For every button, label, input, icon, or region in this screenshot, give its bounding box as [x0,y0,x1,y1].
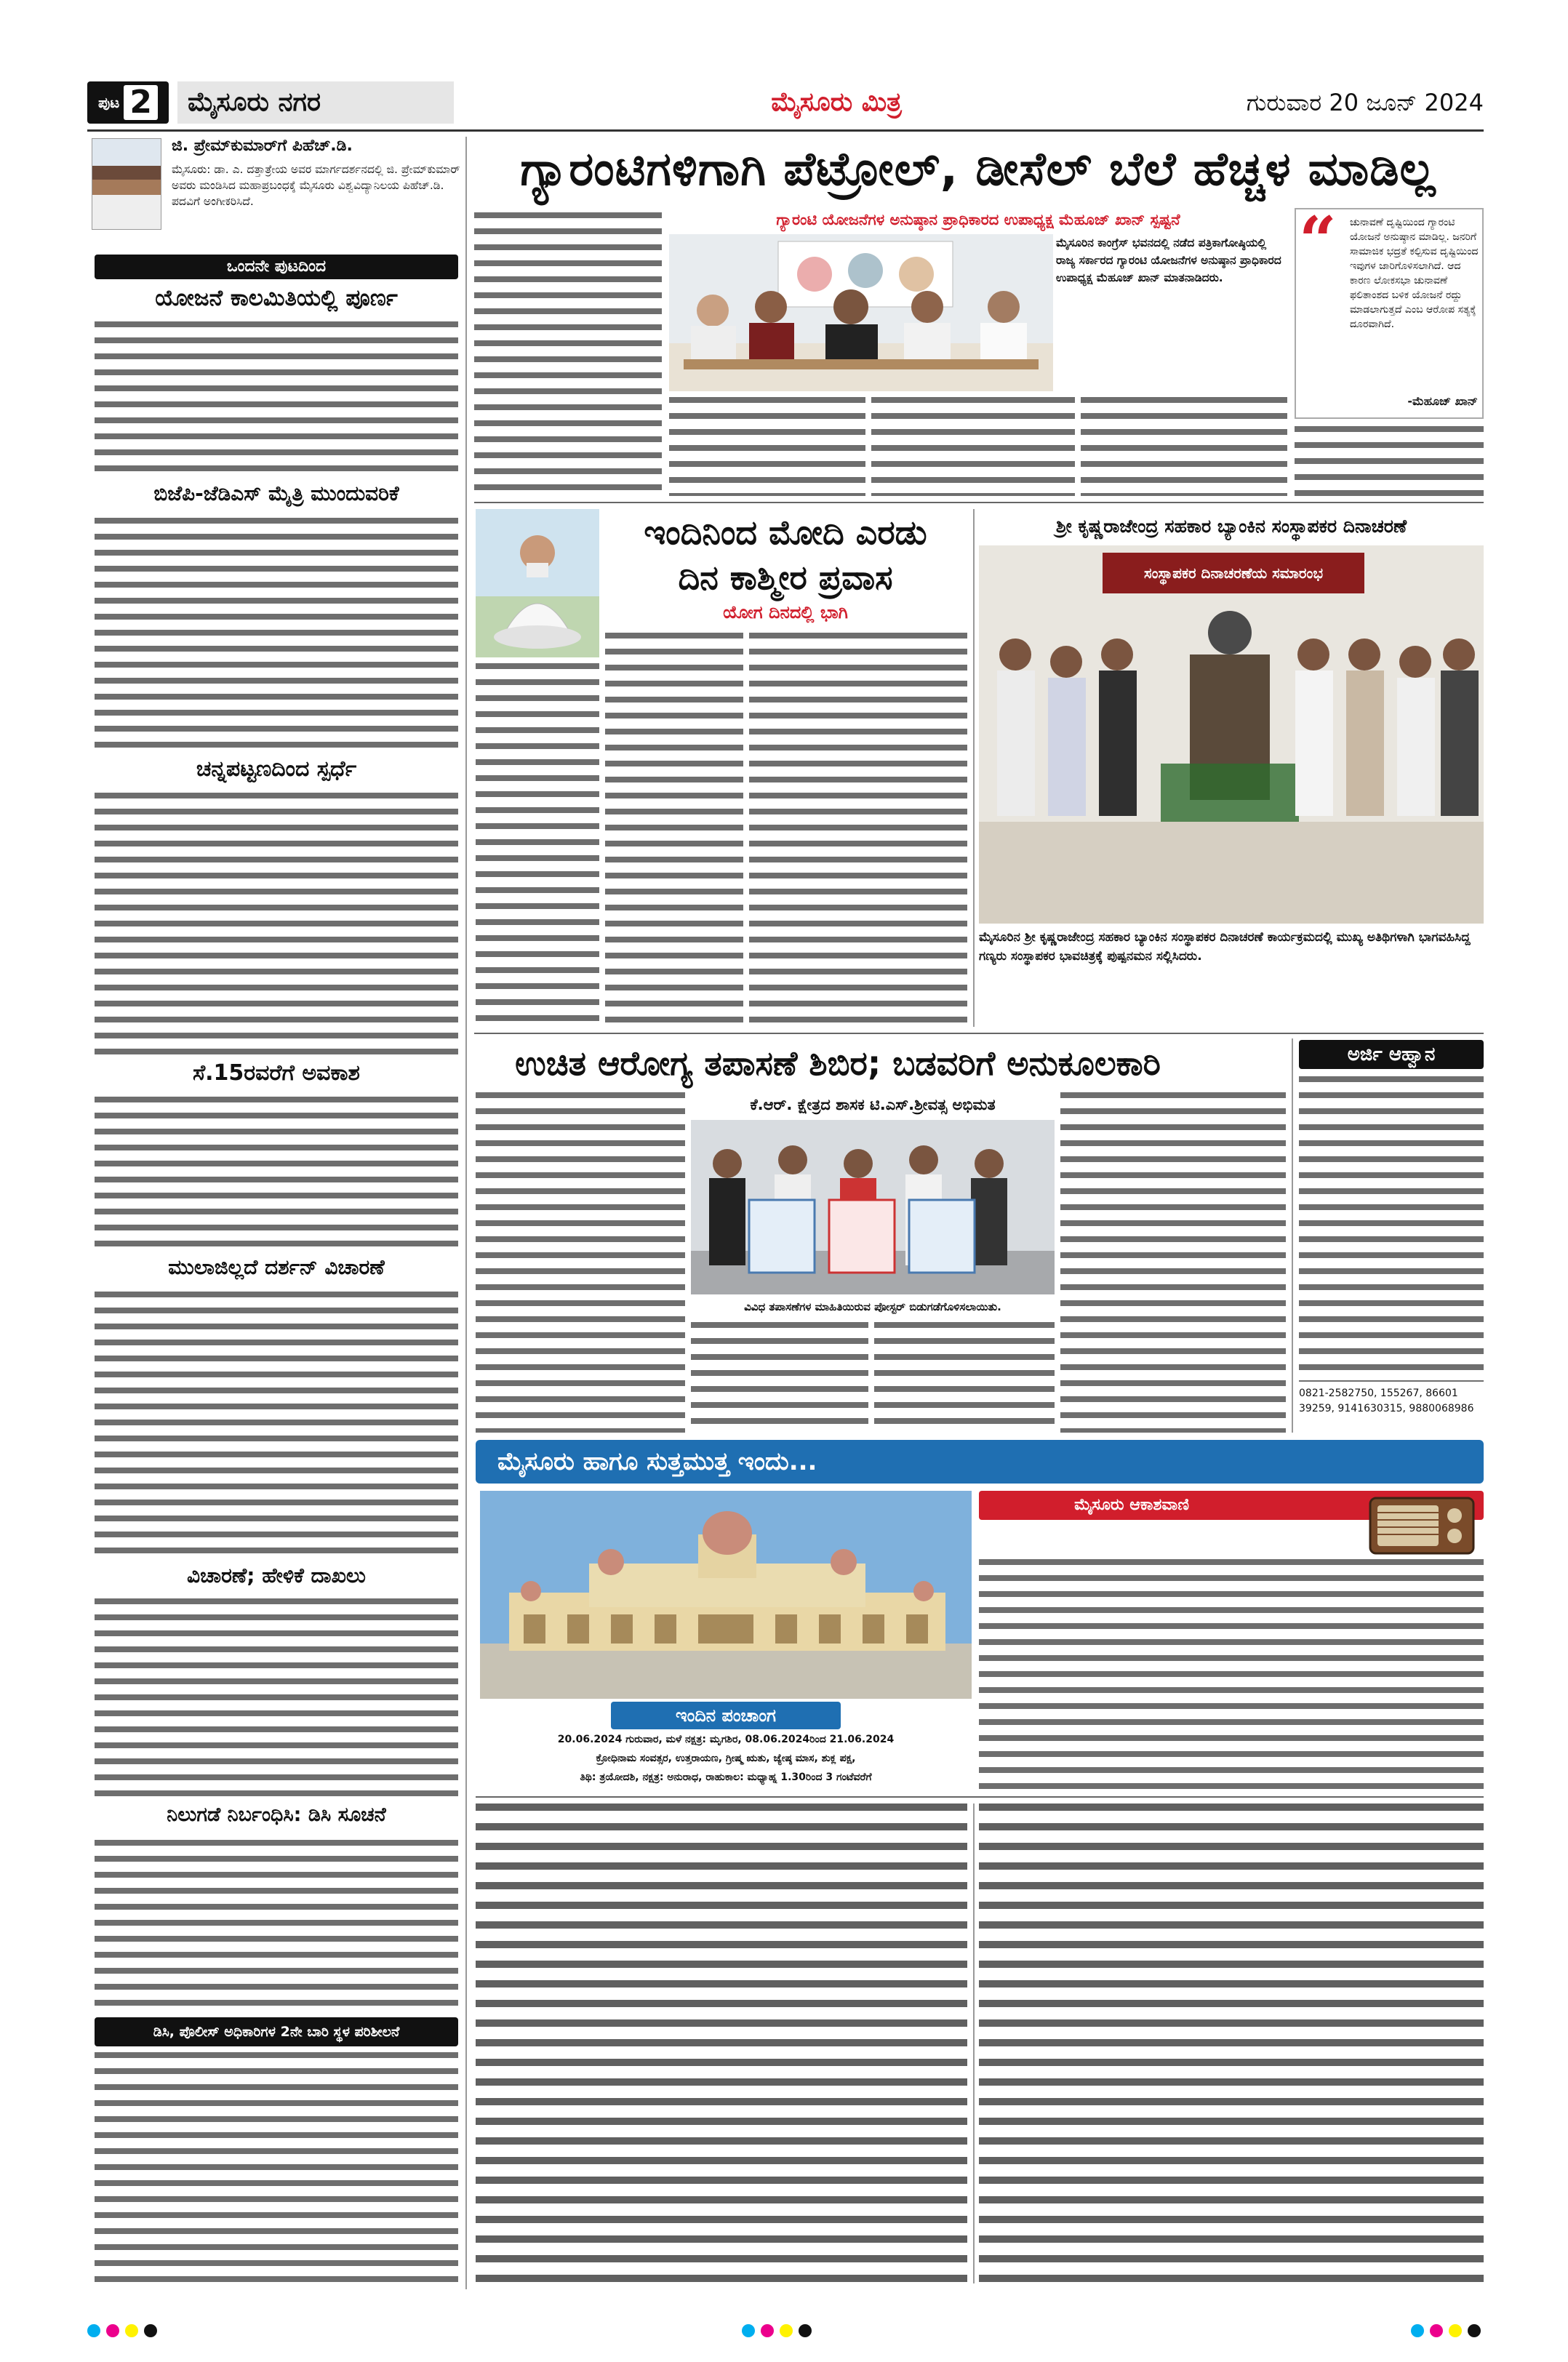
page-tag-label: ಪುಟ [98,94,120,111]
color-dot-yellow-mid [780,2324,793,2337]
radio-title: ಮೈಸೂರು ಆಕಾಶವಾಣಿ [1074,1496,1189,1514]
quote-author: -ಮೆಹೂಜ್ ಖಾನ್ [1407,394,1478,408]
story-2-headline: ಬಿಜೆಪಿ-ಜೆಡಿಎಸ್ ಮೈತ್ರಿ ಮುಂದುವರಿಕೆ [153,481,399,505]
color-dot-black-mid [799,2324,812,2337]
health-photo-caption: ವಿವಿಧ ತಪಾಸಣೆಗಳ ಮಾಹಿತಿಯಿರುವ ಪೋಸ್ಟರ್ ಬಿಡುಗಡೆಗೊಳಿಸಲಾಯಿತು. [744,1300,1001,1313]
premkumar-portrait [92,138,161,230]
health-subhead: ಕೆ.ಆರ್. ಕ್ಷೇತ್ರದ ಶಾಸಕ ಟಿ.ಎಸ್.ಶ್ರೀವತ್ಸ ಅಭಿಮತ [750,1096,996,1113]
bank-headline: ಶ್ರೀ ಕೃಷ್ಣರಾಜೇಂದ್ರ ಸಹಕಾರ ಬ್ಯಾಂಕಿನ ಸಂಸ್ಥಾಪಕರ ದಿನಾಚರಣೆ [1055,516,1407,537]
modi-kicker: ಯೋಗ ದಿನದಲ್ಲಿ ಭಾಗಿ [723,602,848,622]
quote-text: ಚುನಾವಣೆ ದೃಷ್ಟಿಯಿಂದ ಗ್ಯಾರಂಟಿ ಯೋಜನೆ ಅನುಷ್ಠಾನ ಮಾಡಿಲ್ಲ. ಜನರಿಗೆ ಸಾಮಾಜಿಕ ಭದ್ರತೆ ಕಲ್ಪಿಸುವ ದೃಷ್ಟಿಯಿಂದ ಇವುಗಳ ಜಾರಿಗೊಳಿಸಲಾಗಿದೆ. ಆದ ಕಾರಣ ಲೋಕಸಭಾ ಚುನಾವಣೆ ಫಲಿತಾಂಶದ ಬಳಿಕ ಯೋಜನೆ ರದ್ದು ಮಾಡಲಾಗುತ್ತದೆ ಎಂಬ ಆರೋಪ ಸತ್ಯಕ್ಕೆ ದೂರವಾಗಿದೆ. [1350,217,1479,330]
lead-headline: ಗ್ಯಾರಂಟಿಗಳಿಗಾಗಿ ಪೆಟ್ರೋಲ್, ಡೀಸೆಲ್ ಬೆಲೆ ಹೆಚ್ಚಳ ಮಾಡಿಲ್ಲ [520,143,1436,196]
mysore-palace-photo [480,1491,972,1699]
modi-yoga-photo [476,509,599,657]
lead-subhead: ಗ್ಯಾರಂಟಿ ಯೋಜನೆಗಳ ಅನುಷ್ಠಾನ ಪ್ರಾಧಿಕಾರದ ಉಪಾಧ್ಯಕ್ಷ ಮೆಹೂಜ್ ಖಾನ್ ಸ್ಪಷ್ಟನೆ [776,211,1180,228]
quote-mark-icon: “ [1299,202,1337,279]
color-dot-black-right [1468,2324,1481,2337]
panchanga-line-3: ತಿಥಿ: ತ್ರಯೋದಶಿ, ನಕ್ಷತ್ರ: ಅನುರಾಧ, ರಾಹುಕಾಲ: ಮಧ್ಯಾಹ್ನ 1.30ರಿಂದ 3 ಗಂಟೆವರೆಗೆ [580,1772,872,1783]
section-name: ಮೈಸೂರು ನಗರ [177,81,454,124]
story-1-headline: ಯೋಜನೆ ಕಾಲಮಿತಿಯಲ್ಲಿ ಪೂರ್ಣ [155,285,398,311]
panchanga-line-2: ಕ್ರೋಧಿನಾಮ ಸಂವತ್ಸರ, ಉತ್ತರಾಯಣ, ಗ್ರೀಷ್ಮ ಋತು, ಜ್ಯೇಷ್ಠ ಮಾಸ, ಶುಕ್ಲ ಪಕ್ಷ, [596,1753,856,1764]
issue-date: ಗುರುವಾರ 20 ಜೂನ್ 2024 [1246,89,1484,116]
color-dot-cyan-left [87,2324,100,2337]
paper-name: ಮೈಸೂರು ಮಿತ್ರ [771,87,902,117]
today-banner [476,1440,1484,1484]
phd-text: ಮೈಸೂರು: ಡಾ. ಎ. ದತ್ತಾತ್ರೇಯ ಅವರ ಮಾರ್ಗದರ್ಶನದಲ್ಲಿ ಜಿ. ಪ್ರೇಮ್‌ಕುಮಾರ್ ಅವರು ಮಂಡಿಸಿದ ಮಹಾಪ್ರಬಂಧಕ್ಕೆ ಮೈಸೂರು ವಿಶ್ವವಿದ್ಯಾನಿಲಯ ಪಿಹೆಚ್.ಡಿ. ಪದವಿಗೆ ಅಂಗೀಕರಿಸಿದೆ. [172,163,460,208]
radio-icon [1367,1491,1476,1556]
health-headline: ಉಚಿತ ಆರೋಗ್ಯ ತಪಾಸಣೆ ಶಿಬಿರ; ಬಡವರಿಗೆ ಅನುಕೂಲಕಾರಿ [515,1044,1161,1083]
story-5-headline: ಮುಲಾಜಿಲ್ಲದೆ ದರ್ಶನ್ ವಿಚಾರಣೆ [168,1255,385,1279]
phd-headline: ಜಿ. ಪ್ರೇಮ್‌ಕುಮಾರ್‌ಗೆ ಪಿಹೆಚ್.ಡಿ. [172,137,353,155]
modi-headline-2: ದಿನ ಕಾಶ್ಮೀರ ಪ್ರವಾಸ [678,558,893,597]
panchanga-title: ಇಂದಿನ ಪಂಚಾಂಗ [611,1702,841,1729]
today-banner-text: ಮೈಸೂರು ಹಾಗೂ ಸುತ್ತಮುತ್ತ ಇಂದು... [497,1447,817,1476]
application-contact: 0821-2582750, 155267, 86601 39259, 9141630315, 9880068986 [1299,1388,1474,1414]
color-dot-magenta-mid [761,2324,774,2337]
color-dot-cyan-mid [742,2324,755,2337]
health-poster-photo [691,1120,1055,1294]
panchanga-line-1: 20.06.2024 ಗುರುವಾರ, ಮಳೆ ನಕ್ಷತ್ರ: ಮೃಗಶಿರ, 08.06.2024ರಿಂದ 21.06.2024 [557,1734,895,1745]
color-dot-magenta-right [1430,2324,1443,2337]
quote-box [1295,202,1484,419]
bank-event-photo [979,545,1484,924]
story-6-headline: ವಿಚಾರಣೆ; ಹೇಳಿಕೆ ದಾಖಲು [187,1564,366,1588]
color-dot-cyan-right [1411,2324,1424,2337]
page-number: 2 [124,85,158,120]
story-8-headline: ಡಿಸಿ, ಪೊಲೀಸ್ ಅಧಿಕಾರಿಗಳ 2ನೇ ಬಾರಿ ಸ್ಥಳ ಪರಿಶೀಲನೆ [95,2017,458,2046]
application-headline: ಅರ್ಜಿ ಆಹ್ವಾನ [1299,1040,1484,1069]
color-dot-magenta-left [106,2324,119,2337]
color-dot-yellow-right [1449,2324,1462,2337]
bank-caption: ಮೈಸೂರಿನ ಶ್ರೀ ಕೃಷ್ಣರಾಜೇಂದ್ರ ಸಹಕಾರ ಬ್ಯಾಂಕಿನ ಸಂಸ್ಥಾಪಕರ ದಿನಾಚರಣೆ ಕಾರ್ಯಕ್ರಮದಲ್ಲಿ ಮುಖ್ಯ ಅತಿಥಿಗಳಾಗಿ ಭಾಗವಹಿಸಿದ್ದ ಗಣ್ಯರು ಸಂಸ್ಥಾಪಕರ ಭಾವಚಿತ್ರಕ್ಕೆ ಪುಷ್ಪನಮನ ಸಲ್ಲಿಸಿದರು. [979,930,1471,964]
continued-label: ಒಂದನೇ ಪುಟದಿಂದ [95,255,458,279]
story-3-headline: ಚನ್ನಪಟ್ಟಣದಿಂದ ಸ್ಪರ್ಧೆ [196,756,357,782]
story-7-headline: ನಿಲುಗಡೆ ನಿರ್ಬಂಧಿಸಿ: ಡಿಸಿ ಸೂಚನೆ [167,1803,386,1826]
press-photo-caption: ಮೈಸೂರಿನ ಕಾಂಗ್ರೆಸ್ ಭವನದಲ್ಲಿ ನಡೆದ ಪತ್ರಿಕಾಗೋಷ್ಠಿಯಲ್ಲಿ ರಾಜ್ಯ ಸರ್ಕಾರದ ಗ್ಯಾರಂಟಿ ಯೋಜನೆಗಳ ಅನುಷ್ಠಾನ ಪ್ರಾಧಿಕಾರದ ಉಪಾಧ್ಯಕ್ಷ ಮೆಹೂಜ್ ಖಾನ್ ಮಾತನಾಡಿದರು. [1056,236,1281,284]
story-4-headline: ಸೆ.15ರವರೆಗೆ ಅವಕಾಶ [193,1060,360,1086]
color-dot-yellow-left [125,2324,138,2337]
color-dot-black-left [144,2324,157,2337]
press-meet-photo [669,234,1053,391]
bank-banner-text: ಸಂಸ್ಥಾಪಕರ ದಿನಾಚರಣೆಯ ಸಮಾರಂಭ [1144,564,1323,582]
modi-headline-1: ಇಂದಿನಿಂದ ಮೋದಿ ಎರಡು [644,513,927,552]
page-number-tag [87,81,169,124]
